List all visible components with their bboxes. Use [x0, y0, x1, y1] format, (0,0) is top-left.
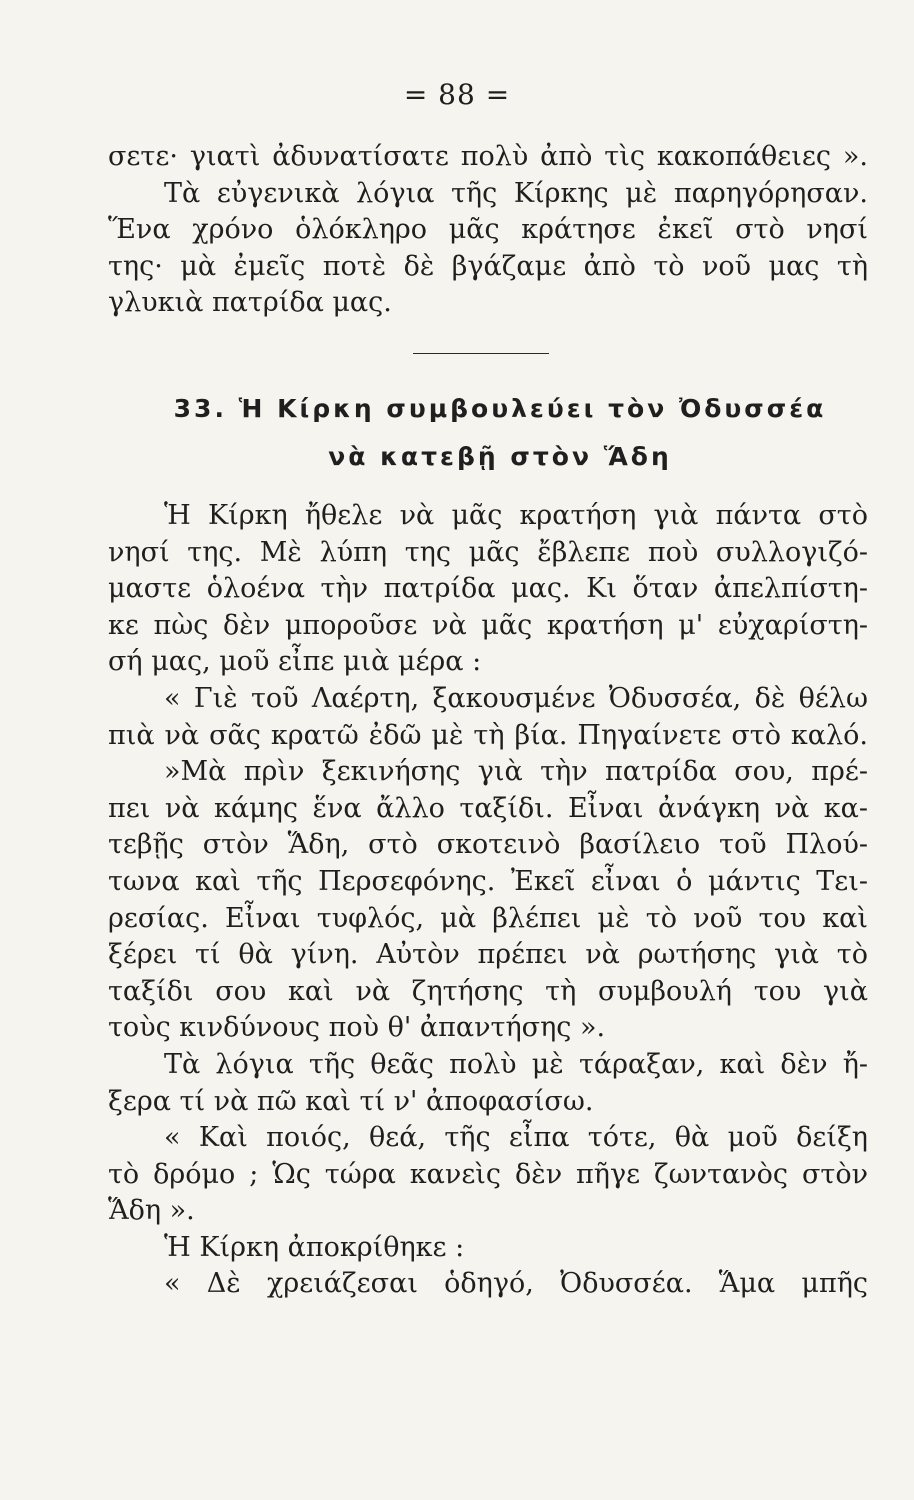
- text-line: μαστε ὁλοένα τὴν πατρίδα μας. Κι ὅταν ἀπελπίστη-: [108, 573, 868, 605]
- text-line: Ἕνα χρόνο ὁλόκληρο μᾶς κράτησε ἐκεῖ στὸ νησί: [108, 214, 868, 246]
- paragraph: [108, 754, 868, 1047]
- text-line: γλυκιὰ πατρίδα μας.: [108, 287, 392, 319]
- paragraph: [108, 498, 868, 681]
- text-line: τοὺς κινδύνους ποὺ θ' ἀπαντήσης ».: [108, 1012, 606, 1044]
- paragraph: [108, 681, 868, 754]
- text-line: ταξίδι σου καὶ νὰ ζητήσης τὴ συμβουλή του γιὰ: [108, 975, 868, 1007]
- chapter-heading-line: νὰ κατεβῇ στὸν Ἅδη: [328, 442, 672, 471]
- text-line: « Γιὲ τοῦ Λαέρτη, ξακουσμένε Ὀδυσσέα, δὲ θέλω: [164, 682, 868, 714]
- text-line: κε πὼς δὲν μποροῦσε νὰ μᾶς κρατήση μ' εὐχαρίστη-: [108, 609, 868, 641]
- text-line: « Δὲ χρειάζεσαι ὁδηγό, Ὀδυσσέα. Ἅμα μπῆς: [164, 1268, 868, 1300]
- text-line: ξερα τί νὰ πῶ καὶ τί ν' ἀποφασίσω.: [108, 1085, 594, 1117]
- paragraph: [108, 1266, 868, 1303]
- text-line: τὸ δρόμο ; Ὡς τώρα κανεὶς δὲν πῆγε ζωντανὸς στὸν: [108, 1158, 868, 1190]
- text-line: σή μας, μοῦ εἶπε μιὰ μέρα :: [108, 646, 482, 678]
- section-divider: [413, 353, 549, 354]
- chapter-heading-line: 33. Ἡ Κίρκη συμβουλεύει τὸν Ὀδυσσέα: [173, 394, 827, 423]
- text-line: τεβῇς στὸν Ἅδη, στὸ σκοτεινὸ βασίλειο τοῦ Πλού-: [108, 829, 868, 861]
- text-line: Τὰ εὐγενικὰ λόγια τῆς Κίρκης μὲ παρηγόρησαν.: [164, 177, 868, 209]
- text-line: Ἅδη ».: [108, 1195, 195, 1227]
- text-line: πιὰ νὰ σᾶς κρατῶ ἐδῶ μὲ τὴ βία. Πηγαίνετε στὸ καλό.: [108, 719, 868, 751]
- text-line: « Καὶ ποιός, θεά, τῆς εἶπα τότε, θὰ μοῦ δείξη: [164, 1122, 868, 1154]
- text-line: νησί της. Μὲ λύπη της μᾶς ἔβλεπε ποὺ συλλογιζό-: [108, 536, 868, 568]
- body-text: [108, 498, 868, 1303]
- text-line: Ἡ Κίρκη ἀποκρίθηκε :: [164, 1231, 465, 1263]
- text-line: ξέρει τί θὰ γίνη. Αὐτὸν πρέπει νὰ ρωτήσης γιὰ τὸ: [108, 939, 868, 971]
- page-number: = 88 =: [403, 78, 511, 111]
- top-paragraph: [108, 139, 868, 322]
- text-line: Ἡ Κίρκη ἤθελε νὰ μᾶς κρατήση γιὰ πάντα στὸ: [164, 500, 868, 531]
- text-line: »Μὰ πρὶν ξεκινήσης γιὰ τὴν πατρίδα σου, πρέ-: [164, 756, 868, 788]
- paragraph: [108, 1120, 868, 1230]
- paragraph: [108, 1047, 868, 1120]
- paragraph: [108, 1230, 868, 1267]
- text-line: Τὰ λόγια τῆς θεᾶς πολὺ μὲ τάραξαν, καὶ δὲν ἤ-: [164, 1048, 868, 1080]
- text-line: ρεσίας. Εἶναι τυφλός, μὰ βλέπει μὲ τὸ νοῦ του καὶ: [108, 902, 868, 934]
- text-line: πει νὰ κάμης ἕνα ἄλλο ταξίδι. Εἶναι ἀνάγκη νὰ κα-: [108, 792, 868, 824]
- chapter-heading: [150, 385, 850, 481]
- text-line: της· μὰ ἐμεῖς ποτὲ δὲ βγάζαμε ἀπὸ τὸ νοῦ μας τὴ: [108, 250, 868, 282]
- text-line: σετε· γιατὶ ἀδυνατίσατε πολὺ ἀπὸ τὶς κακοπάθειες ».: [108, 141, 868, 172]
- text-line: τωνα καὶ τῆς Περσεφόνης. Ἐκεῖ εἶναι ὁ μάντις Τει-: [108, 865, 868, 897]
